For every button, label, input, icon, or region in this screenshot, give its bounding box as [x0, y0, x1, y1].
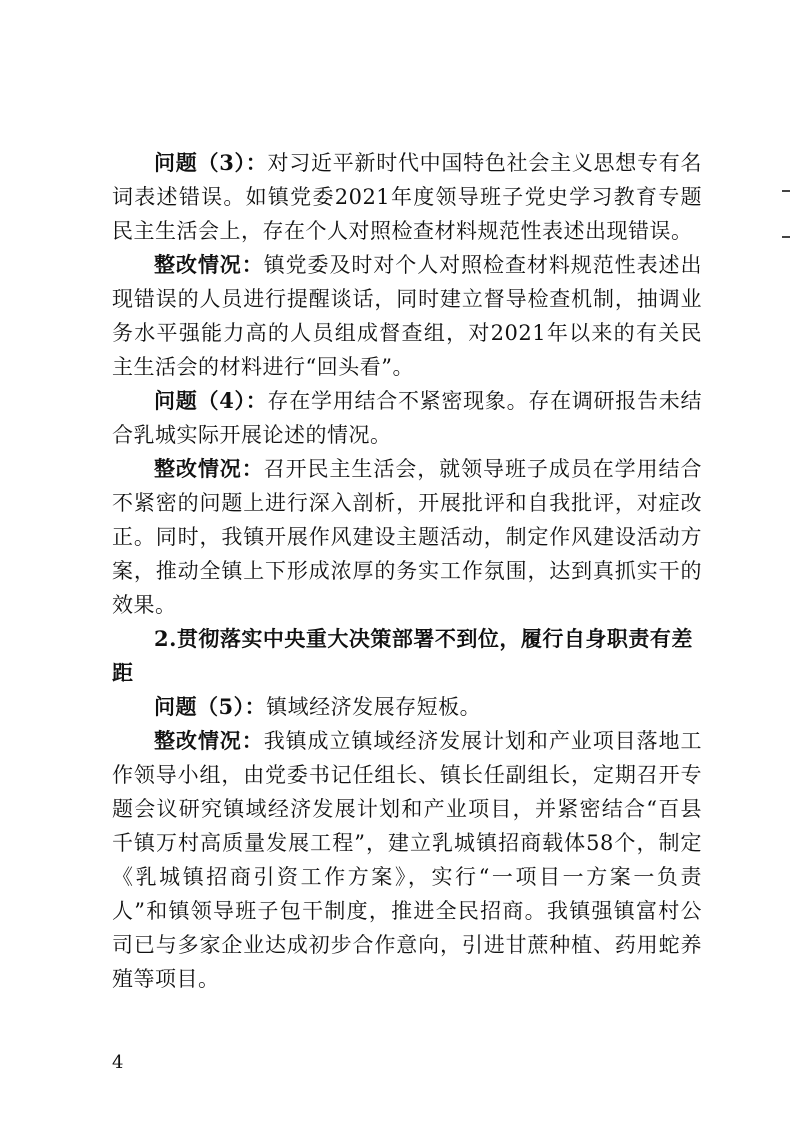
section-heading: 2.贯彻落实中央重大决策部署不到位，履行自身职责有差距 — [112, 626, 693, 685]
paragraph-problem-4 — [112, 384, 702, 452]
paragraph-label: 问题（5）： — [154, 694, 267, 719]
paragraph-text: 镇党委及时对个人对照检查材料规范性表述出现错误的人员进行提醒谈话，同时建立督导检查机制，抽调业务水平强能力高的人员组成督查组，对2021年以来的有关民主生活会的材料进行“回头看”。 — [112, 253, 702, 379]
paragraph-rectification-4 — [112, 452, 702, 622]
paragraph-text: 对习近平新时代中国特色社会主义思想专有名词表述错误。如镇党委2021年度领导班子党史学习教育专题民主生活会上，存在个人对照检查材料规范性表述出现错误。 — [112, 151, 702, 243]
paragraph-label: 整改情况： — [154, 456, 264, 481]
document-body — [112, 146, 702, 996]
paragraph-label: 整改情况： — [154, 252, 264, 277]
paragraph-text: 我镇成立镇域经济发展计划和产业项目落地工作领导小组，由党委书记任组长、镇长任副组长，定期召开专题会议研究镇域经济发展计划和产业项目，并紧密结合“百县千镇万村高质量发展工程”，建立乳城镇招商载体58个，制定《乳城镇招商引资工作方案》，实行“一项目一方案一负责人”和镇领导班子包干制度，推进全民招商。我镇强镇富村公司已与多家企业达成初步合作意向，引进甘蔗种植、药用蛇养殖等项目。 — [112, 729, 702, 991]
paragraph-problem-3 — [112, 146, 702, 248]
paragraph-text: 存在学用结合不紧密现象。存在调研报告未结合乳城实际开展论述的情况。 — [112, 389, 702, 447]
paragraph-label: 问题（4）： — [154, 388, 268, 413]
paragraph-label: 整改情况： — [154, 728, 264, 753]
page-number: 4 — [112, 1052, 124, 1073]
paragraph-text: 镇域经济发展存短板。 — [266, 695, 482, 719]
scan-margin-mark — [782, 190, 790, 192]
scan-margin-mark — [782, 236, 790, 238]
paragraph-label: 问题（3）： — [154, 150, 268, 175]
paragraph-rectification-5 — [112, 724, 702, 996]
paragraph-text: 召开民主生活会，就领导班子成员在学用结合不紧密的问题上进行深入剖析，开展批评和自我批评，对症改正。同时，我镇开展作风建设主题活动，制定作风建设活动方案，推动全镇上下形成浓厚的务实工作氛围，达到真抓实干的效果。 — [112, 457, 702, 617]
paragraph-problem-5 — [112, 690, 702, 724]
paragraph-rectification-3 — [112, 248, 702, 384]
